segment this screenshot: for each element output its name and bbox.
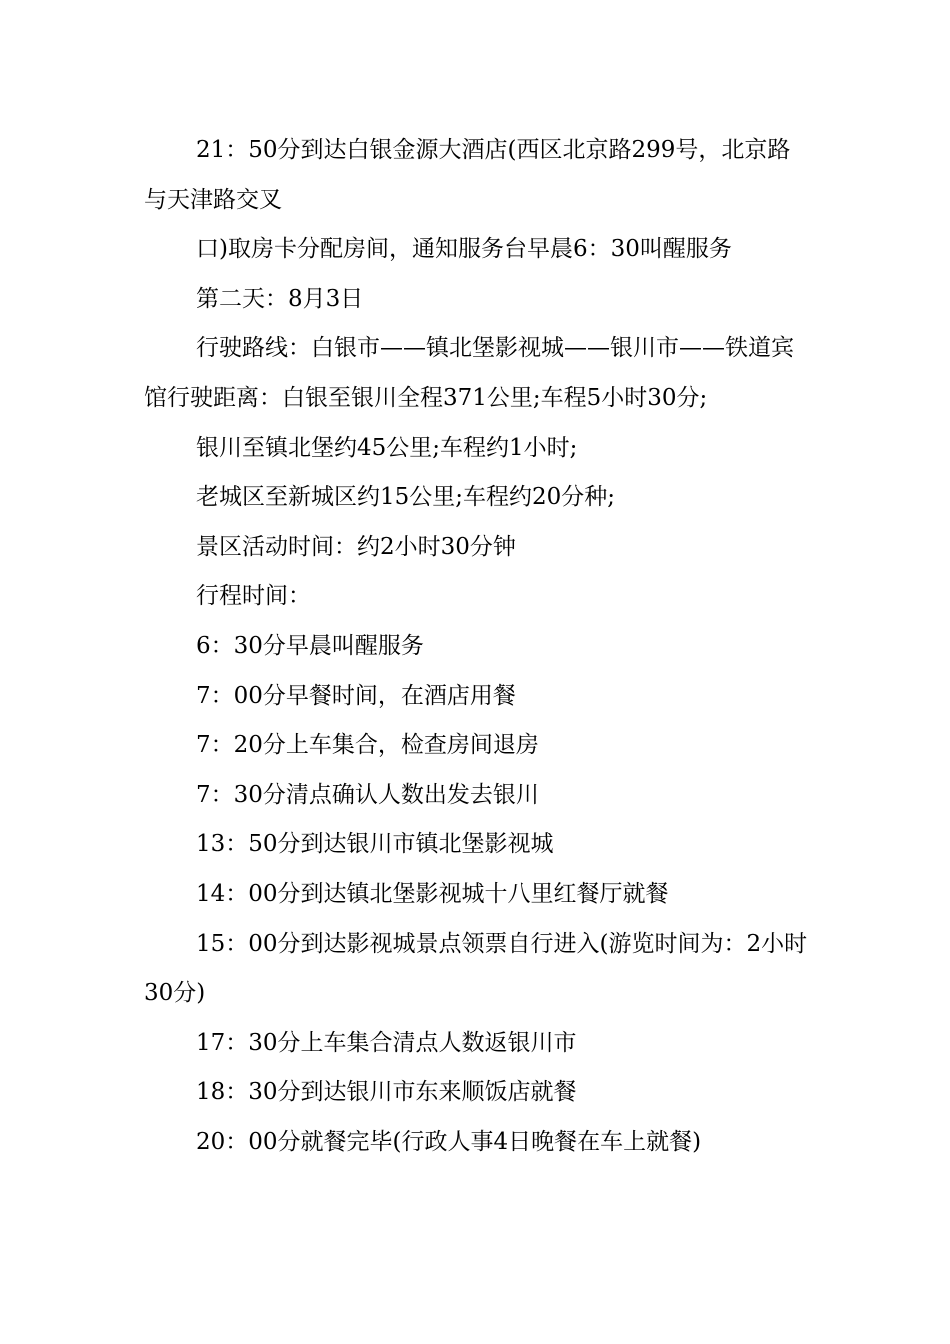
paragraph-arrival-hotel: 21：50分到达白银金源大酒店(西区北京路299号，北京路与天津路交叉 bbox=[144, 137, 791, 213]
paragraph-distance-city: 老城区至新城区约15公里;车程约20分种; bbox=[196, 484, 616, 511]
schedule-item: 17：30分上车集合清点人数返银川市 bbox=[196, 1029, 577, 1056]
schedule-item: 7：20分上车集合，检查房间退房 bbox=[196, 732, 539, 759]
paragraph-schedule-heading: 行程时间： bbox=[196, 583, 311, 610]
schedule-item: 15：00分到达影视城景点领票自行进入(游览时间为：2小时30分) bbox=[144, 930, 808, 1007]
schedule-item: 7：00分早餐时间，在酒店用餐 bbox=[196, 682, 516, 709]
document-body bbox=[144, 126, 808, 1167]
schedule-item: 13：50分到达银川市镇北堡影视城 bbox=[196, 831, 554, 858]
schedule-item: 14：00分到达镇北堡影视城十八里红餐厅就餐 bbox=[196, 880, 669, 907]
schedule-item: 7：30分清点确认人数出发去银川 bbox=[196, 781, 539, 808]
schedule-item: 20：00分就餐完毕(行政人事4日晚餐在车上就餐) bbox=[196, 1128, 702, 1155]
schedule-item: 6：30分早晨叫醒服务 bbox=[196, 632, 424, 659]
paragraph-activity-time: 景区活动时间：约2小时30分钟 bbox=[196, 533, 516, 560]
paragraph-day-two: 第二天：8月3日 bbox=[196, 285, 364, 312]
paragraph-route: 行驶路线：白银市——镇北堡影视城——银川市——铁道宾馆行驶距离：白银至银川全程371公里;车程5小时30分; bbox=[144, 335, 794, 411]
paragraph-room-cards: 口)取房卡分配房间，通知服务台早晨6：30叫醒服务 bbox=[196, 236, 732, 263]
schedule-item: 18：30分到达银川市东来顺饭店就餐 bbox=[196, 1079, 577, 1106]
paragraph-distance-zhenbeibao: 银川至镇北堡约45公里;车程约1小时; bbox=[196, 434, 578, 461]
